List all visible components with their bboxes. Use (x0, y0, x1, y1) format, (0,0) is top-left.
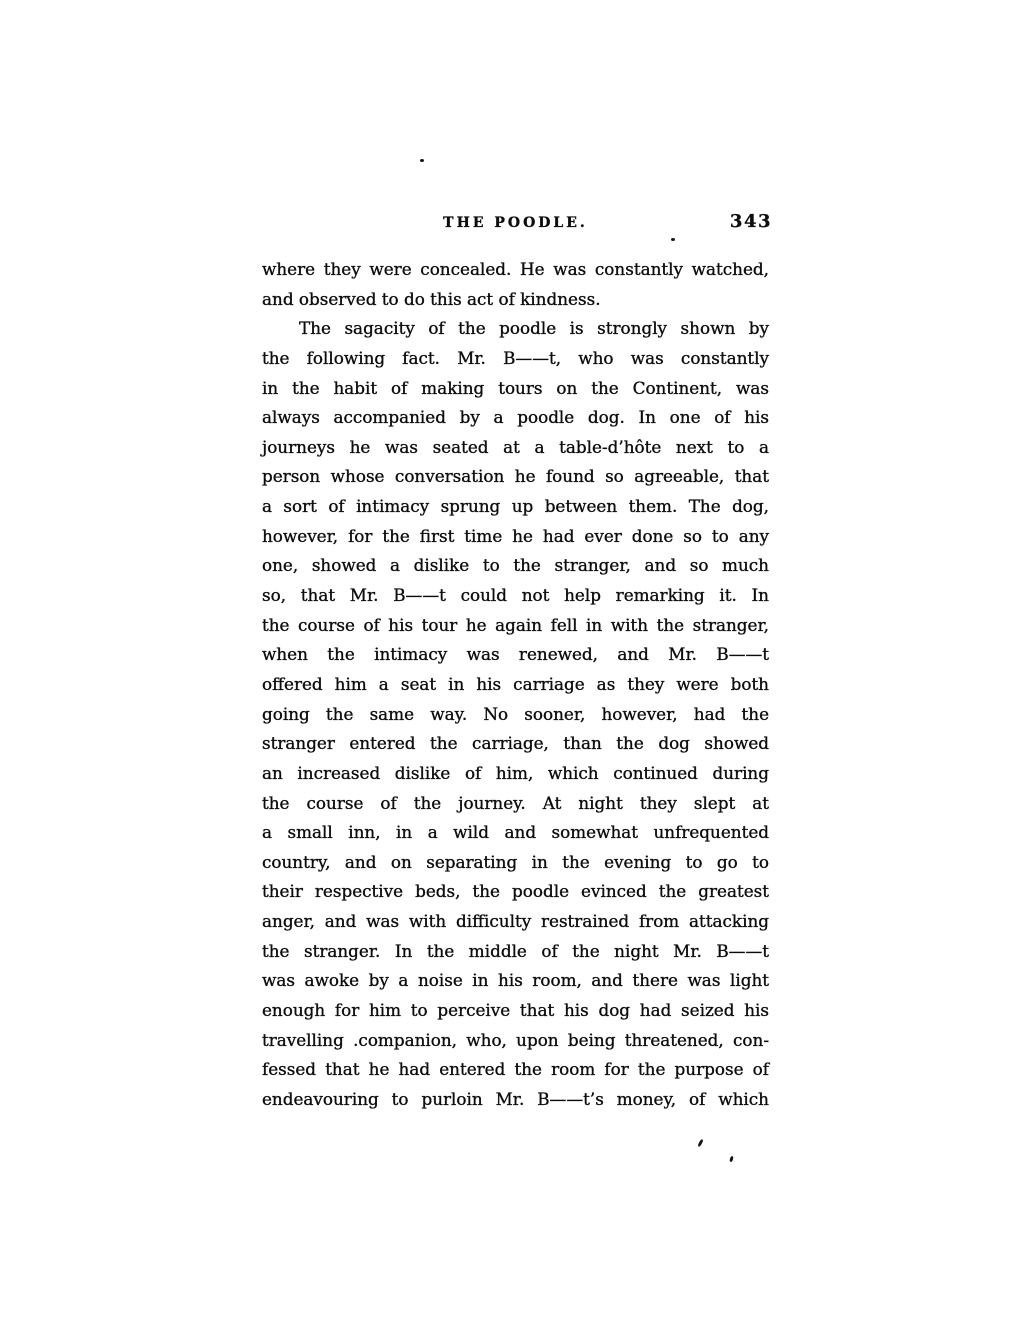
text-line: the following fact. Mr. B——t, who was constantly (262, 347, 769, 368)
page-text-block (262, 255, 769, 1115)
text-line: country, and on separating in the evening to go to (262, 851, 769, 872)
text-line: enough for him to perceive that his dog had seized his (262, 1000, 769, 1021)
text-line: offered him a seat in his carriage as they were both (262, 673, 769, 694)
text-line: and observed to do this act of kindness. (262, 288, 601, 309)
text-line: endeavouring to purloin Mr. B——t’s money, of which (262, 1088, 769, 1109)
running-header-title: THE POODLE. (443, 215, 588, 231)
text-line: the course of the journey. At night they slept at (262, 792, 769, 813)
text-line-paragraph-start: The sagacity of the poodle is strongly shown by (299, 318, 769, 339)
text-line: however, for the first time he had ever done so to any (262, 525, 769, 546)
text-line: journeys he was seated at a table-d’hôte next to a (262, 436, 769, 457)
text-line: person whose conversation he found so agreeable, that (262, 466, 769, 487)
text-line: a small inn, in a wild and somewhat unfrequented (262, 822, 769, 843)
page-number: 343 (729, 211, 772, 232)
text-line: going the same way. No sooner, however, had the (262, 703, 769, 724)
text-line: a sort of intimacy sprung up between them. The dog, (262, 496, 769, 517)
scan-speck (420, 159, 424, 162)
text-line: anger, and was with difficulty restrained from attacking (262, 911, 769, 932)
text-line: in the habit of making tours on the Continent, was (262, 377, 769, 398)
text-line: one, showed a dislike to the stranger, and so much (262, 555, 769, 576)
text-line: fessed that he had entered the room for the purpose of (262, 1059, 769, 1080)
text-line: travelling .companion, who, upon being threatened, con- (262, 1029, 769, 1050)
text-line: so, that Mr. B——t could not help remarking it. In (262, 585, 769, 606)
scan-speck (697, 1139, 703, 1147)
text-line: the stranger. In the middle of the night Mr. B——t (262, 940, 769, 961)
text-line: their respective beds, the poodle evinced the greatest (262, 881, 769, 902)
scan-speck (729, 1156, 734, 1163)
scan-speck (671, 238, 675, 241)
running-header (262, 211, 772, 235)
text-line: stranger entered the carriage, than the dog showed (262, 733, 769, 754)
text-line: was awoke by a noise in his room, and there was light (262, 970, 769, 991)
text-line: always accompanied by a poodle dog. In one of his (262, 407, 769, 428)
text-line: the course of his tour he again fell in with the stranger, (262, 614, 769, 635)
text-line: when the intimacy was renewed, and Mr. B——t (262, 644, 769, 665)
text-line: where they were concealed. He was constantly watched, (262, 259, 769, 279)
text-line: an increased dislike of him, which continued during (262, 762, 769, 783)
